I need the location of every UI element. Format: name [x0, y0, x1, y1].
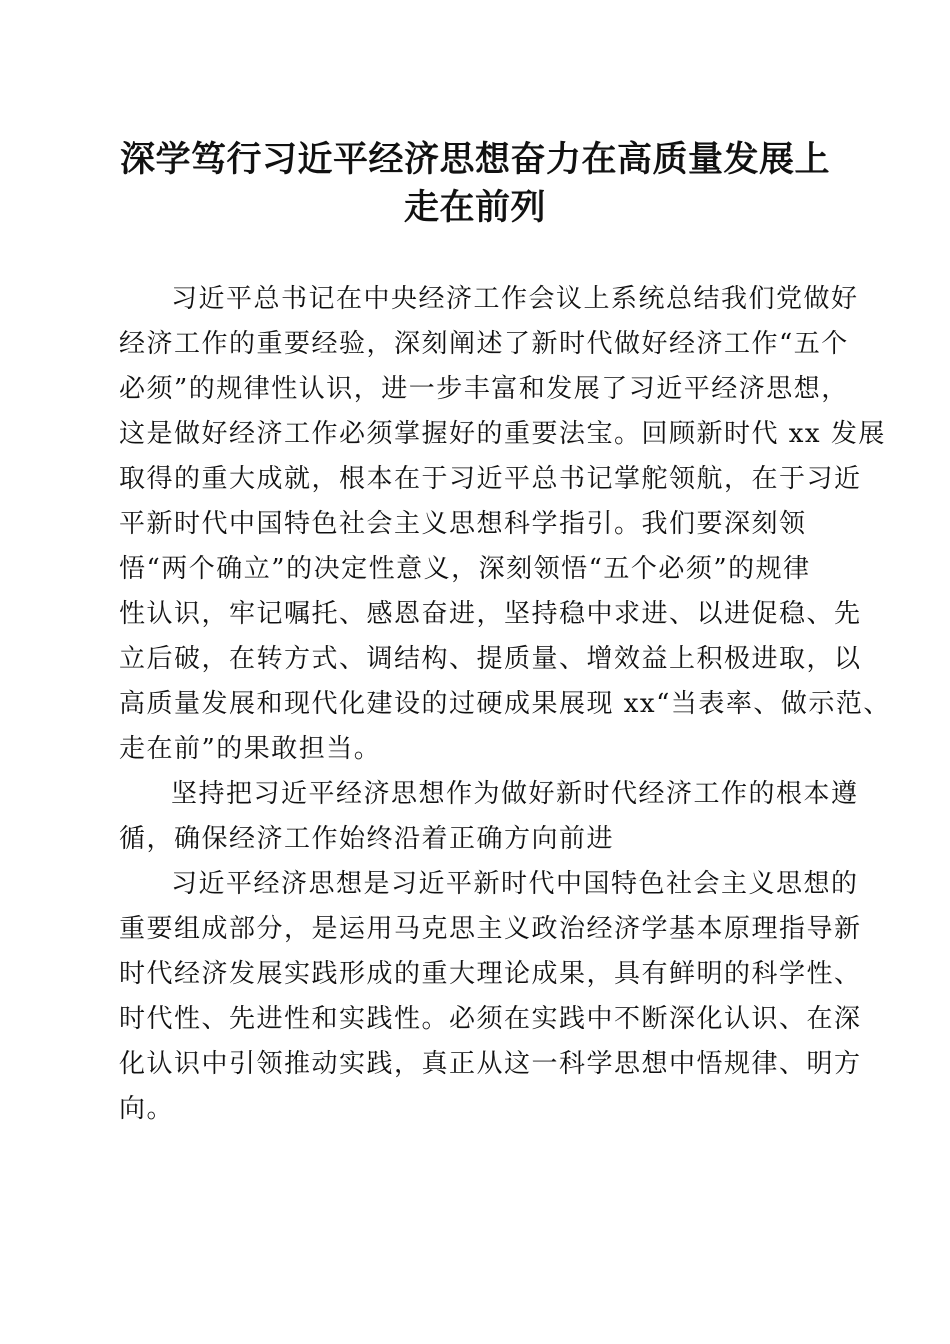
paragraph-line: 重要组成部分，是运用马克思主义政治经济学基本原理指导新 — [119, 914, 862, 944]
paragraph-line: 性认识，牢记嘱托、感恩奋进，坚持稳中求进、以进促稳、先 — [119, 599, 862, 629]
paragraph-line: 经济工作的重要经验，深刻阐述了新时代做好经济工作“五个 — [119, 329, 849, 359]
paragraph-line: 悟“两个确立”的决定性意义，深刻领悟“五个必须”的规律 — [119, 554, 811, 584]
document-body — [119, 277, 891, 1132]
paragraph-line: 习近平经济思想是习近平新时代中国特色社会主义思想的 — [171, 869, 859, 899]
paragraph-line: 平新时代中国特色社会主义思想科学指引。我们要深刻领 — [119, 509, 807, 539]
title-line: 深学笃行习近平经济思想奋力在高质量发展上 — [119, 139, 830, 180]
paragraph-line: 习近平总书记在中央经济工作会议上系统总结我们党做好 — [171, 284, 859, 314]
paragraph-line: 高质量发展和现代化建设的过硬成果展现 xx“当表率、做示范、 — [119, 689, 891, 719]
section-heading-line: 坚持把习近平经济思想作为做好新时代经济工作的根本遵 — [171, 779, 859, 809]
paragraph-line: 时代性、先进性和实践性。必须在实践中不断深化认识、在深 — [119, 1004, 862, 1034]
paragraph-line: 立后破，在转方式、调结构、提质量、增效益上积极进取，以 — [119, 644, 862, 674]
section-heading-line: 循，确保经济工作始终沿着正确方向前进 — [119, 824, 615, 854]
paragraph-line: 走在前”的果敢担当。 — [119, 734, 382, 764]
paragraph-line: 向。 — [119, 1094, 175, 1124]
paragraph-line: 化认识中引领推动实践，真正从这一科学思想中悟规律、明方 — [119, 1049, 862, 1079]
paragraph-line: 取得的重大成就，根本在于习近平总书记掌舵领航，在于习近 — [119, 464, 862, 494]
paragraph-line: 这是做好经济工作必须掌握好的重要法宝。回顾新时代 xx 发展 — [119, 419, 886, 449]
paragraph-line: 必须”的规律性认识，进一步丰富和发展了习近平经济思想， — [119, 374, 849, 404]
title-line: 走在前列 — [403, 187, 546, 228]
document-title — [100, 136, 850, 232]
paragraph-line: 时代经济发展实践形成的重大理论成果，具有鲜明的科学性、 — [119, 959, 862, 989]
